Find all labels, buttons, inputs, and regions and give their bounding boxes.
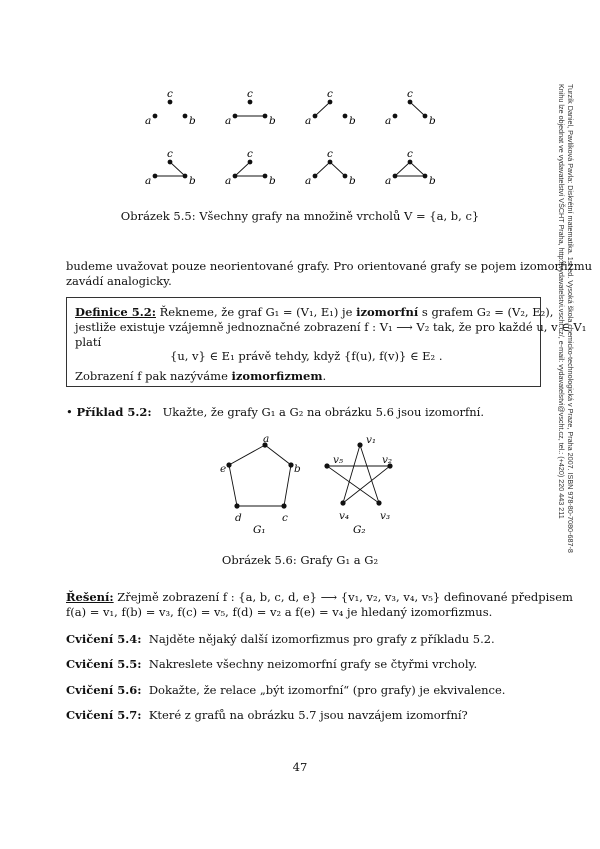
- definition-term: izomorfní: [356, 305, 419, 319]
- sidebar-citation-2: Knihu lze objednat ve vydavatelství VŠCHT Praha, http://vydavatelstvi.vscht.cz/, e-mail: vydavatelstvi@vscht.cz, tel.: (+420) 220 443 211: [557, 84, 566, 519]
- vertex-b: [423, 174, 428, 179]
- edge: [410, 102, 425, 116]
- g2-name: G₂: [353, 524, 366, 536]
- vertex-b: [263, 114, 268, 119]
- exercise-label: Cvičení 5.4:: [66, 632, 142, 646]
- edge: [235, 162, 250, 176]
- vertex-a: [153, 174, 158, 179]
- exercise-5-7: [66, 708, 468, 723]
- g2-label-v2: v₂: [382, 454, 393, 466]
- edge: [410, 162, 425, 176]
- edge: [395, 162, 410, 176]
- definition-text-4a: Zobrazení f pak nazýváme: [75, 369, 228, 383]
- vertex-a: [393, 174, 398, 179]
- g1-label-e: e: [220, 463, 227, 475]
- exercise-label: Cvičení 5.6:: [66, 683, 142, 697]
- definition-line-2: jestliže existuje vzájemně jednoznačné zobrazení f : V₁ ⟶ V₂ tak, že pro každé u, v ∈ V₁: [75, 320, 587, 334]
- vertex-a: [393, 114, 398, 119]
- g1-vertex-b: [288, 462, 293, 467]
- vertex-label-c: c: [327, 148, 333, 160]
- exercise-text: Najděte nějaký další izomorfizmus pro grafy z příkladu 5.2.: [148, 632, 495, 646]
- figure-5-5-caption: Obrázek 5.5: Všechny grafy na množině vrcholů V = {a, b, c}: [120, 209, 480, 223]
- g2-vertex-v3: [376, 500, 381, 505]
- solution-line-2: f(a) = v₁, f(b) = v₃, f(c) = v₅, f(d) = v₂ a f(e) = v₄ je hledaný izomorfizmus.: [66, 605, 493, 619]
- vertex-a: [153, 114, 158, 119]
- vertex-label-b: b: [349, 175, 356, 184]
- vertex-c: [248, 100, 253, 105]
- vertex-label-b: b: [269, 115, 276, 127]
- exercise-label: Cvičení 5.7:: [66, 708, 142, 722]
- vertex-label-b: b: [189, 175, 196, 184]
- definition-label: Definice 5.2:: [75, 305, 156, 319]
- solution-line-1: [66, 590, 573, 605]
- g2-vertex-v1: [357, 442, 362, 447]
- edge: [170, 162, 185, 176]
- graph-g2-vertices: [324, 442, 392, 505]
- g1-label-d: d: [235, 512, 242, 524]
- vertex-label-a: a: [305, 115, 312, 127]
- g2-vertex-v4: [340, 500, 345, 505]
- figure-5-6-caption: Obrázek 5.6: Grafy G₁ a G₂: [221, 553, 379, 567]
- vertex-label-c: c: [407, 88, 413, 100]
- definition-line-4: [75, 369, 326, 384]
- solution-label: Řešení:: [66, 590, 114, 604]
- definition-formula: {u, v} ∈ E₁ právě tehdy, když {f(u), f(v)} ∈ E₂ .: [170, 349, 443, 363]
- vertex-c: [248, 160, 253, 165]
- vertex-b: [183, 114, 188, 119]
- vertex-a: [233, 114, 238, 119]
- exercise-5-4: [66, 632, 495, 647]
- vertex-c: [328, 160, 333, 165]
- g2-label-v3: v₃: [380, 510, 391, 522]
- definition-term-2: izomorfizmem: [231, 369, 323, 383]
- vertex-c: [168, 160, 173, 165]
- vertex-b: [263, 174, 268, 179]
- vertex-label-a: a: [305, 175, 312, 184]
- g1-vertex-d: [234, 503, 239, 508]
- figure-5-6: [215, 432, 405, 537]
- vertex-label-c: c: [247, 88, 253, 100]
- g2-label-v1: v₁: [366, 434, 377, 446]
- vertex-a: [233, 174, 238, 179]
- graph-g1-vertices: [226, 442, 293, 508]
- exercise-text: Které z grafů na obrázku 5.7 jsou navzájem izomorfní?: [148, 708, 468, 722]
- g2-label-v4: v₄: [339, 510, 350, 522]
- definition-line-3: platí: [75, 335, 102, 349]
- vertex-b: [423, 114, 428, 119]
- vertex-c: [168, 100, 173, 105]
- definition-text-1a: Řekneme, že graf G₁ = (V₁, E₁) je: [159, 305, 353, 319]
- page-number: 47: [292, 760, 308, 774]
- vertex-label-a: a: [225, 175, 232, 184]
- vertex-label-a: a: [385, 175, 392, 184]
- edge: [330, 162, 345, 176]
- figure-5-5: [140, 84, 450, 184]
- g1-vertex-c: [281, 503, 286, 508]
- vertex-c: [328, 100, 333, 105]
- vertex-label-b: b: [429, 115, 436, 127]
- g2-label-v5: v₅: [333, 454, 344, 466]
- example-line: [66, 405, 484, 420]
- edge: [315, 102, 330, 116]
- g2-vertex-v5: [324, 463, 329, 468]
- vertex-label-c: c: [407, 148, 413, 160]
- vertex-label-b: b: [349, 115, 356, 127]
- vertex-b: [343, 114, 348, 119]
- vertex-label-a: a: [385, 115, 392, 127]
- graph-g1: [229, 445, 291, 506]
- definition-line-1: [75, 305, 553, 320]
- example-label: Příklad 5.2:: [76, 405, 152, 419]
- g1-name: G₁: [253, 524, 266, 536]
- vertex-c: [408, 160, 413, 165]
- definition-text-1b: s grafem G₂ = (V₂, E₂),: [421, 305, 554, 319]
- exercise-text: Dokažte, že relace „být izomorfní“ (pro grafy) je ekvivalence.: [148, 683, 506, 697]
- g1-label-a: a: [263, 433, 270, 445]
- edge: [315, 162, 330, 176]
- solution-text-1: Zřejmě zobrazení f : {a, b, c, d, e} ⟶ {v₁, v₂, v₃, v₄, v₅} definované předpisem: [117, 590, 573, 604]
- vertex-b: [343, 174, 348, 179]
- example-bullet: •: [66, 405, 73, 419]
- g1-vertex-e: [226, 462, 231, 467]
- vertex-label-c: c: [327, 88, 333, 100]
- example-text: Ukažte, že grafy G₁ a G₂ na obrázku 5.6 jsou izomorfní.: [162, 405, 484, 419]
- vertex-label-c: c: [247, 148, 253, 160]
- definition-text-4b: .: [322, 369, 327, 383]
- intro-line-2: zavádí analogicky.: [66, 274, 172, 288]
- vertex-label-b: b: [269, 175, 276, 184]
- vertex-label-c: c: [167, 148, 173, 160]
- exercise-5-5: [66, 657, 477, 672]
- intro-line-1: budeme uvažovat pouze neorientované grafy. Pro orientované grafy se pojem izomorfizmu: [66, 259, 593, 273]
- vertex-b: [183, 174, 188, 179]
- g1-label-c: c: [282, 512, 288, 524]
- g1-label-b: b: [294, 463, 301, 475]
- vertex-label-c: c: [167, 88, 173, 100]
- vertex-label-a: a: [145, 115, 152, 127]
- exercise-5-6: [66, 683, 505, 698]
- vertex-c: [408, 100, 413, 105]
- exercise-text: Nakreslete všechny neizomorfní grafy se čtyřmi vrcholy.: [148, 657, 478, 671]
- sidebar-citation-1: Turzík Daniel, Pavlíková Pavla: Diskrétní matematika. 1st ed. Vysoká škola chemicko-technologická v Praze, Praha 2007. ISBN 978-80-7080-687-8: [566, 84, 575, 553]
- vertex-a: [313, 114, 318, 119]
- exercise-label: Cvičení 5.5:: [66, 657, 142, 671]
- vertex-label-a: a: [225, 115, 232, 127]
- vertex-a: [313, 174, 318, 179]
- vertex-label-b: b: [189, 115, 196, 127]
- vertex-label-b: b: [429, 175, 436, 184]
- vertex-label-a: a: [145, 175, 152, 184]
